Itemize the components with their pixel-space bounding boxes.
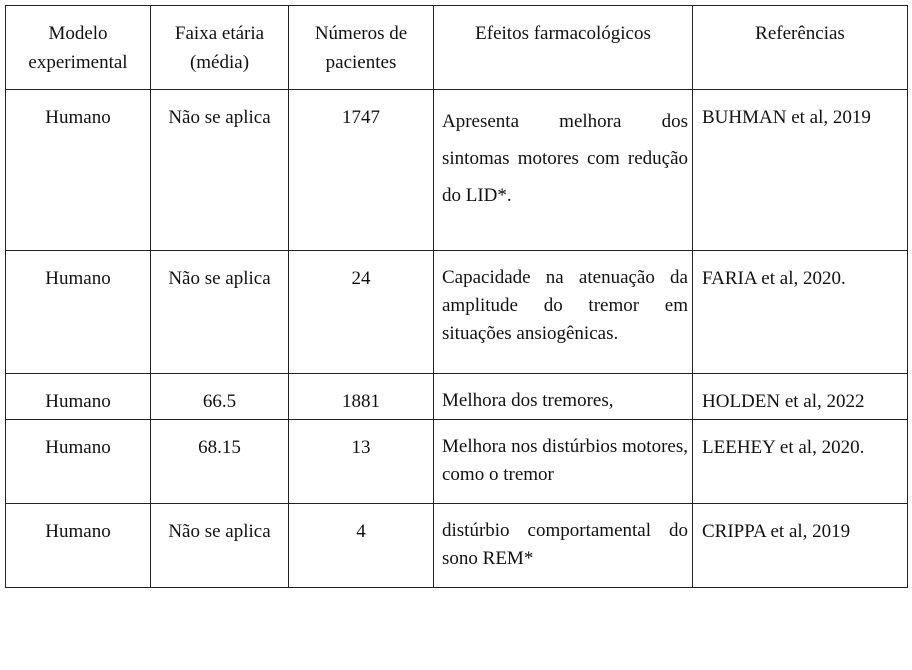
cell-model: Humano bbox=[6, 90, 151, 251]
cell-age: 66.5 bbox=[151, 374, 289, 420]
cell-patients: 13 bbox=[289, 420, 434, 504]
cell-age: Não se aplica bbox=[151, 251, 289, 374]
table-row bbox=[6, 420, 908, 504]
cell-age: Não se aplica bbox=[151, 504, 289, 588]
header-efeitos-farmacologicos: Efeitos farmacológicos bbox=[434, 6, 693, 90]
cell-patients: 1881 bbox=[289, 374, 434, 420]
cell-model: Humano bbox=[6, 504, 151, 588]
cell-reference: FARIA et al, 2020. bbox=[693, 251, 908, 374]
cell-effects: Apresenta melhora dos sintomas motores com redução do LID*. bbox=[434, 90, 693, 251]
table-row bbox=[6, 90, 908, 251]
cell-effects: Melhora nos distúrbios motores, como o tremor bbox=[434, 420, 693, 504]
cell-age: Não se aplica bbox=[151, 90, 289, 251]
cell-model: Humano bbox=[6, 251, 151, 374]
header-faixa-etaria: Faixa etária (média) bbox=[151, 6, 289, 90]
header-referencias: Referências bbox=[693, 6, 908, 90]
table-row bbox=[6, 374, 908, 420]
header-modelo-experimental: Modelo experimental bbox=[6, 6, 151, 90]
cell-reference: LEEHEY et al, 2020. bbox=[693, 420, 908, 504]
table-row bbox=[6, 504, 908, 588]
cell-patients: 24 bbox=[289, 251, 434, 374]
cell-reference: BUHMAN et al, 2019 bbox=[693, 90, 908, 251]
cell-patients: 4 bbox=[289, 504, 434, 588]
table-header-row bbox=[6, 6, 908, 90]
cell-patients: 1747 bbox=[289, 90, 434, 251]
cell-effects: Melhora dos tremores, bbox=[434, 374, 693, 420]
table-row bbox=[6, 251, 908, 374]
header-numeros-pacientes: Números de pacientes bbox=[289, 6, 434, 90]
cell-effects: Capacidade na atenuação da amplitude do tremor em situações ansiogênicas. bbox=[434, 251, 693, 374]
cell-effects: distúrbio comportamental do sono REM* bbox=[434, 504, 693, 588]
cell-model: Humano bbox=[6, 374, 151, 420]
cell-model: Humano bbox=[6, 420, 151, 504]
cell-reference: CRIPPA et al, 2019 bbox=[693, 504, 908, 588]
cell-age: 68.15 bbox=[151, 420, 289, 504]
cell-reference: HOLDEN et al, 2022 bbox=[693, 374, 908, 420]
data-table bbox=[5, 5, 908, 588]
